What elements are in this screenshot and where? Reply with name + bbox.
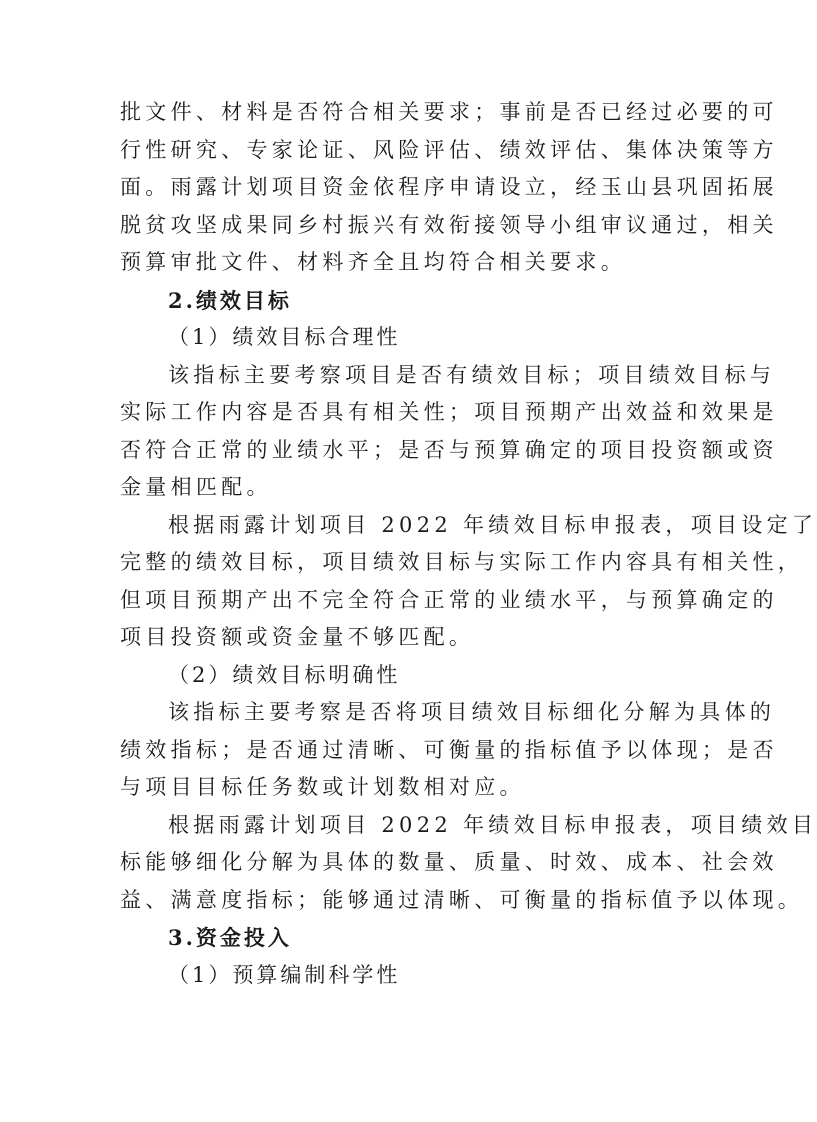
body-text-line: 否符合正常的业绩水平；是否与预算确定的项目投资额或资 (120, 437, 778, 462)
body-text-line: 绩效指标；是否通过清晰、可衡量的指标值予以体现；是否 (120, 737, 778, 762)
subsection-heading: （2）绩效目标明确性 (168, 662, 401, 687)
section-heading: 2.绩效目标 (168, 287, 292, 313)
subsection-heading: （1）绩效目标合理性 (168, 325, 401, 349)
body-text-line: 但项目预期产出不完全符合正常的业绩水平，与预算确定的 (120, 587, 778, 612)
body-text-line: 根据雨露计划项目 2022 年绩效目标申报表，项目设定了 (168, 512, 817, 537)
body-text-line: 该指标主要考察是否将项目绩效目标细化分解为具体的 (168, 700, 776, 724)
body-text-line: 标能够细化分解为具体的数量、质量、时效、成本、社会效 (120, 850, 778, 874)
body-text-line: 金量相匹配。 (120, 475, 272, 499)
body-text-line: 根据雨露计划项目 2022 年绩效目标申报表，项目绩效目 (168, 812, 817, 837)
body-text-line: 与项目目标任务数或计划数相对应。 (120, 775, 525, 799)
body-text-line: 益、满意度指标；能够通过清晰、可衡量的指标值予以体现。 (120, 887, 804, 912)
body-text-line: 该指标主要考察项目是否有绩效目标；项目绩效目标与 (168, 362, 776, 387)
body-text-line: 完整的绩效目标，项目绩效目标与实际工作内容具有相关性， (120, 550, 804, 574)
subsection-heading: （1）预算编制科学性 (168, 962, 401, 987)
document-page (120, 94, 817, 994)
body-text-line: 预算审批文件、材料齐全且均符合相关要求。 (120, 250, 626, 274)
body-text-line: 批文件、材料是否符合相关要求；事前是否已经过必要的可 (120, 100, 778, 124)
body-text-line: 脱贫攻坚成果同乡村振兴有效衔接领导小组审议通过，相关 (120, 212, 778, 237)
body-text-line: 项目投资额或资金量不够匹配。 (120, 625, 475, 649)
body-text-line: 实际工作内容是否具有相关性；项目预期产出效益和效果是 (120, 400, 778, 424)
body-text-line: 行性研究、专家论证、风险评估、绩效评估、集体决策等方 (120, 137, 778, 162)
body-text-line: 面。雨露计划项目资金依程序申请设立，经玉山县巩固拓展 (120, 175, 778, 199)
section-heading: 3.资金投入 (168, 925, 292, 950)
